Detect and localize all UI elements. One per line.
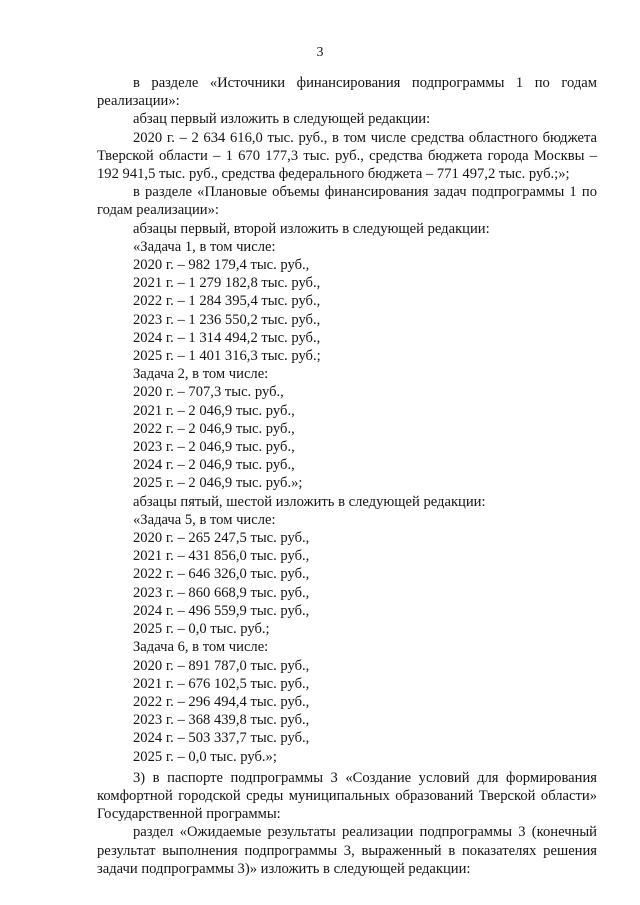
page-number: 3 (316, 45, 324, 60)
list-item: 2024 г. – 503 337,7 тыс. руб., (133, 730, 310, 747)
list-item: 2024 г. – 496 559,9 тыс. руб., (133, 602, 310, 619)
list-item: 2022 г. – 1 284 395,4 тыс. руб., (133, 293, 321, 310)
paragraph-first-second-abzac: абзацы первый, второй изложить в следующей редакции: (133, 220, 490, 237)
list-item: 2022 г. – 2 046,9 тыс. руб., (133, 420, 295, 437)
paragraph-fifth-sixth-abzac: абзацы пятый, шестой изложить в следующей редакции: (133, 493, 486, 510)
task-6-heading: Задача 6, в том числе: (133, 639, 269, 656)
list-item: 2020 г. – 265 247,5 тыс. руб., (133, 530, 310, 547)
list-item: 2023 г. – 368 439,8 тыс. руб., (133, 712, 310, 729)
paragraph-funding-sources: в разделе «Источники финансирования подпрограммы 1 по годам реализации»: (97, 75, 597, 110)
list-item: 2021 г. – 1 279 182,8 тыс. руб., (133, 275, 321, 292)
list-item: 2025 г. – 1 401 316,3 тыс. руб.; (133, 348, 321, 365)
paragraph-expected-results: раздел «Ожидаемые результаты реализации подпрограммы 3 (конечный результат выполнения подпрограммы 3, выраженный в показателях решения задачи подпрограммы 3)» изложить в следующей редакции: (97, 824, 597, 877)
list-item: 2020 г. – 707,3 тыс. руб., (133, 384, 284, 401)
list-item: 2022 г. – 646 326,0 тыс. руб., (133, 566, 310, 583)
tasks-list (97, 238, 597, 766)
list-item: 2025 г. – 0,0 тыс. руб.; (133, 621, 270, 638)
list-item: 2025 г. – 2 046,9 тыс. руб.»; (133, 475, 303, 492)
document-body (97, 74, 597, 878)
list-item: 2023 г. – 2 046,9 тыс. руб., (133, 439, 295, 456)
list-item: 2021 г. – 2 046,9 тыс. руб., (133, 402, 295, 419)
list-item: 2020 г. – 891 787,0 тыс. руб., (133, 657, 310, 674)
paragraph-planned-volumes: в разделе «Плановые объемы финансирования задач подпрограммы 1 по годам реализации»: (97, 184, 597, 219)
task-2-heading: Задача 2, в том числе: (133, 366, 269, 383)
list-item: 2024 г. – 1 314 494,2 тыс. руб., (133, 329, 321, 346)
paragraph-first-abzac: абзац первый изложить в следующей редакции: (133, 111, 431, 128)
list-item: 2024 г. – 2 046,9 тыс. руб., (133, 457, 295, 474)
task-1-heading: «Задача 1, в том числе: (133, 238, 276, 255)
list-item: 2023 г. – 1 236 550,2 тыс. руб., (133, 311, 321, 328)
paragraph-subprogram-3-passport: 3) в паспорте подпрограммы 3 «Создание условий для формирования комфортной городской среды муниципальных образований Тверской области» Государственной программы: (97, 769, 597, 823)
task-5-heading: «Задача 5, в том числе: (133, 511, 276, 528)
list-item: 2021 г. – 431 856,0 тыс. руб., (133, 548, 310, 565)
list-item: 2023 г. – 860 668,9 тыс. руб., (133, 584, 310, 601)
list-item: 2022 г. – 296 494,4 тыс. руб., (133, 693, 310, 710)
list-item: 2021 г. – 676 102,5 тыс. руб., (133, 675, 310, 692)
list-item: 2025 г. – 0,0 тыс. руб.»; (133, 748, 277, 765)
list-item: 2020 г. – 982 179,4 тыс. руб., (133, 257, 310, 274)
paragraph-2020-total: 2020 г. – 2 634 616,0 тыс. руб., в том числе средства областного бюджета Тверской области – 1 670 177,3 тыс. руб., средства бюджета города Москвы – 192 941,5 тыс. руб., средства федерального бюджета – 771 497,2 тыс. руб.;»; (97, 129, 597, 183)
